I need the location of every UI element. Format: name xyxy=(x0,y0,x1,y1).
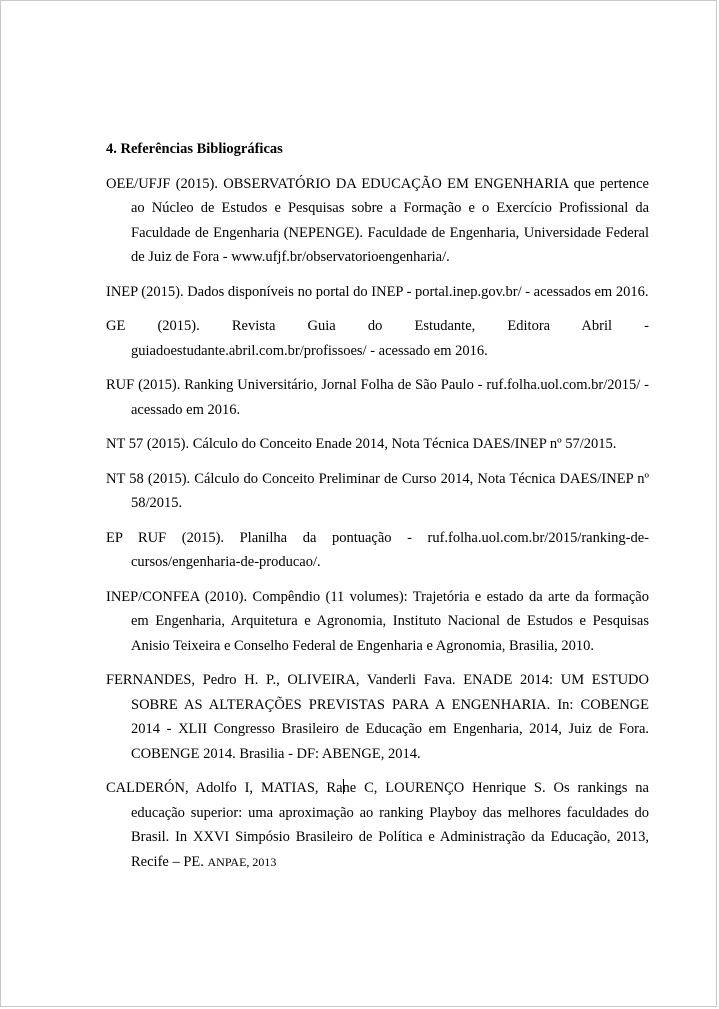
document-body[interactable] xyxy=(106,137,649,884)
reference-entry-last xyxy=(106,776,649,874)
reference-entry: RUF (2015). Ranking Universitário, Jornal Folha de São Paulo - ruf.folha.uol.com.br/2015/ - acessado em 2016. xyxy=(106,377,649,418)
reference-entry: EP RUF (2015). Planilha da pontuação - ruf.folha.uol.com.br/2015/ranking-de-cursos/engenharia-de-producao/. xyxy=(106,529,649,570)
reference-entry: INEP/CONFEA (2010). Compêndio (11 volumes): Trajetória e estado da arte da formação em Engenharia, Arquitetura e Agronomia, Instituto Nacional de Estudos e Pesquisas Anisio Teixeira e Conselho Federal de Engenharia e Agronomia, Brasilia, 2010. xyxy=(106,588,649,654)
reference-text-tail: ANPAE, 2013 xyxy=(207,854,277,869)
reference-entry: FERNANDES, Pedro H. P., OLIVEIRA, Vanderli Fava. ENADE 2014: UM ESTUDO SOBRE AS ALTERAÇÕES PREVISTAS PARA A ENGENHARIA. In: COBENGE 2014 - XLII Congresso Brasileiro de Educação em Engenharia, 2014, Juiz de Fora. COBENGE 2014. Brasilia - DF: ABENGE, 2014. xyxy=(106,672,649,762)
reference-entry: NT 57 (2015). Cálculo do Conceito Enade 2014, Nota Técnica DAES/INEP nº 57/2015. xyxy=(106,436,617,452)
reference-entry: NT 58 (2015). Cálculo do Conceito Preliminar de Curso 2014, Nota Técnica DAES/INEP nº 58/2015. xyxy=(106,470,649,511)
reference-entry: INEP (2015). Dados disponíveis no portal do INEP - portal.inep.gov.br/ - acessados em 2016. xyxy=(106,283,649,300)
reference-text-before-cursor: CALDERÓN, Adolfo I, MATIAS, Ra xyxy=(106,780,343,796)
reference-entry: GE (2015). Revista Guia do Estudante, Editora Abril - guiadoestudante.abril.com.br/profissoes/ - acessado em 2016. xyxy=(106,318,649,359)
reference-text-after-cursor: ne C, LOURENÇO Henrique S. Os rankings na educação superior: uma aproximação ao ranking Playboy das melhores faculdades do Brasil. In XXVI Simpósio Brasileiro de Política e Administração da Educação, 2013, Recife – PE. xyxy=(131,780,649,870)
reference-entry: OEE/UFJF (2015). OBSERVATÓRIO DA EDUCAÇÃO EM ENGENHARIA que pertence ao Núcleo de Estudos e Pesquisas sobre a Formação e o Exercício Profissional da Faculdade de Engenharia (NEPENGE). Faculdade de Engenharia, Universidade Federal de Juiz de Fora - www.ufjf.br/observatorioengenharia/. xyxy=(106,175,649,265)
section-heading: 4. Referências Bibliográficas xyxy=(106,141,283,157)
